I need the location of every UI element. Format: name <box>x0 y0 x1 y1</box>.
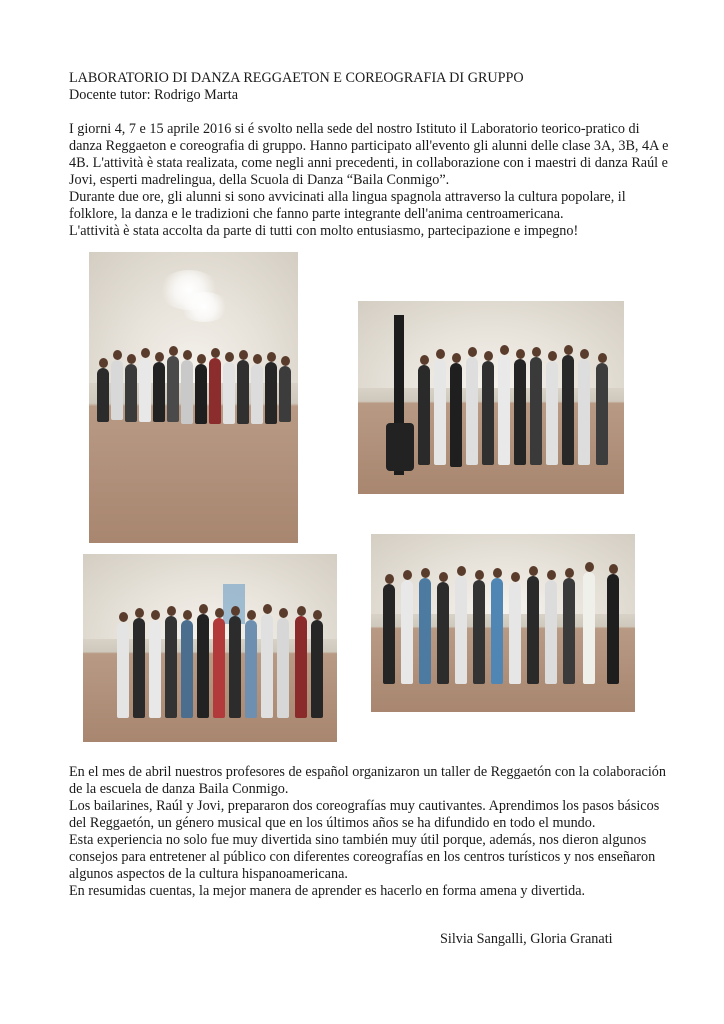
signature: Silvia Sangalli, Gloria Granati <box>440 931 613 947</box>
group-photo-4 <box>371 534 635 712</box>
document-title: LABORATORIO DI DANZA REGGAETON E COREOGRAFIA DI GRUPPO <box>69 70 524 86</box>
italian-paragraph-1: I giorni 4, 7 e 15 aprile 2016 si é svolto nella sede del nostro Istituto il Laboratorio teorico-pratico di danza Reggaeton e coreografia di gruppo. Hanno participato all'evento gli alunni delle clase 3A, 3B, 4A e 4B. L'attività è stata realizata, come negli anni precedenti, in collaborazione con i maestri di danza Raúl e Jovi, esperti madrelingua, della Scuola di Danza “Baila Conmigo”. <box>69 121 669 188</box>
spanish-paragraph-2: Los bailarines, Raúl y Jovi, prepararon dos coreografías muy cautivantes. Aprendimos los pasos básicos del Reggaetón, un género musical que en los últimos años se ha difundido en todo el mundo. <box>69 798 660 831</box>
group-photo-1 <box>89 252 298 543</box>
italian-paragraph-3: L'attività è stata accolta da parte di tutti con molto entusiasmo, partecipazione e impegno! <box>69 223 579 239</box>
spanish-paragraph-4: En resumidas cuentas, la mejor manera de aprender es hacerlo en forma amena y divertida. <box>69 883 586 899</box>
heading-block <box>69 70 669 104</box>
spanish-text <box>69 764 669 900</box>
spanish-paragraph-1: En el mes de abril nuestros profesores de español organizaron un taller de Reggaetón con la colaboración de la escuela de danza Baila Conmigo. <box>69 764 666 797</box>
tutor-line: Docente tutor: Rodrigo Marta <box>69 87 239 103</box>
group-photo-2 <box>358 301 624 494</box>
spanish-paragraph-3: Esta experiencia no solo fue muy divertida sino también muy útil porque, además, nos dieron algunos consejos para entretener al público con diferentes coreografías en los centros turísticos y nos enseñaron algunos aspectos de la cultura hispanoamericana. <box>69 832 656 882</box>
group-photo-3 <box>83 554 337 742</box>
italian-paragraph-2: Durante due ore, gli alunni si sono avvicinati alla lingua spagnola attraverso la cultura popolare, il folklore, la danza e le tradizioni che fanno parte integrante dell'anima centroamericana. <box>69 189 626 222</box>
italian-text <box>69 121 669 240</box>
